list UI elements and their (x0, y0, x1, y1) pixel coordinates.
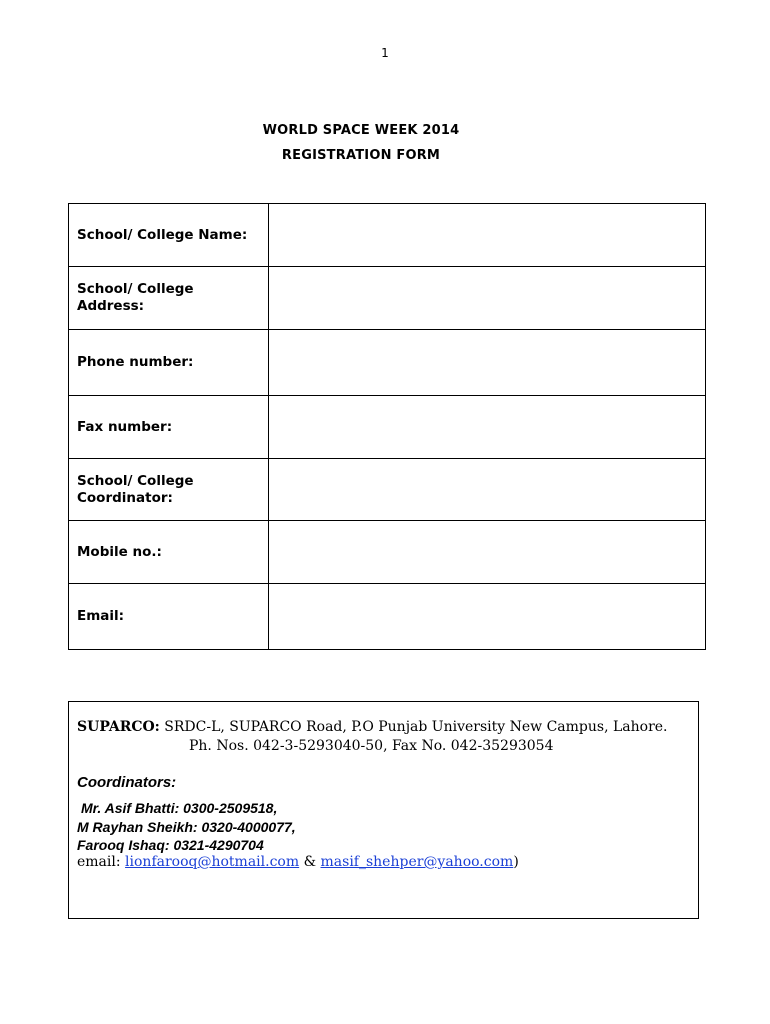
school-name-field[interactable] (269, 204, 706, 267)
coordinator-entry: M Rayhan Sheikh: 0320-4000077, (77, 819, 296, 835)
field-label-text: School/ College Address: (77, 281, 194, 314)
mobile-field[interactable] (269, 521, 706, 584)
coordinator-entry: Mr. Asif Bhatti: 0300-2509518, (81, 800, 278, 816)
form-row-email (69, 584, 706, 650)
form-row-school-address (69, 267, 706, 330)
address-line (77, 719, 668, 735)
email-field[interactable] (269, 584, 706, 650)
field-label: Phone number: (69, 330, 269, 396)
school-address-field[interactable] (269, 267, 706, 330)
field-label: Email: (69, 584, 269, 650)
email-line (77, 854, 519, 870)
form-row-school-name (69, 204, 706, 267)
email-link-hotmail[interactable]: lionfarooq@hotmail.com (125, 854, 300, 870)
coordinator-field[interactable] (269, 459, 706, 521)
form-row-mobile (69, 521, 706, 584)
field-label: Fax number: (69, 396, 269, 459)
fax-number-field[interactable] (269, 396, 706, 459)
email-link-yahoo[interactable]: masif_shehper@yahoo.com (320, 854, 514, 870)
field-label-text: School/ College Coordinator: (77, 472, 194, 506)
address-text: SRDC-L, SUPARCO Road, P.O Punjab University New Campus, Lahore. (164, 719, 668, 735)
contact-info-box (68, 701, 699, 919)
org-name: SUPARCO: (77, 719, 160, 735)
field-label (69, 267, 269, 330)
email-prefix: email: (77, 854, 121, 870)
field-label: Mobile no.: (69, 521, 269, 584)
form-row-fax (69, 396, 706, 459)
field-label (69, 459, 269, 521)
page-number: 1 (381, 46, 389, 60)
form-row-phone (69, 330, 706, 396)
form-title: WORLD SPACE WEEK 2014 (262, 123, 460, 138)
phone-number-field[interactable] (269, 330, 706, 396)
email-suffix: ) (513, 854, 519, 870)
registration-table (68, 203, 706, 650)
form-subtitle: REGISTRATION FORM (281, 148, 441, 163)
coordinators-heading: Coordinators: (77, 774, 177, 791)
form-row-coordinator (69, 459, 706, 521)
email-separator: & (303, 854, 317, 870)
coordinator-entry: Farooq Ishaq: 0321-4290704 (77, 837, 264, 853)
phone-fax-line: Ph. Nos. 042-3-5293040-50, Fax No. 042-35293054 (189, 738, 554, 754)
field-label: School/ College Name: (69, 204, 269, 267)
